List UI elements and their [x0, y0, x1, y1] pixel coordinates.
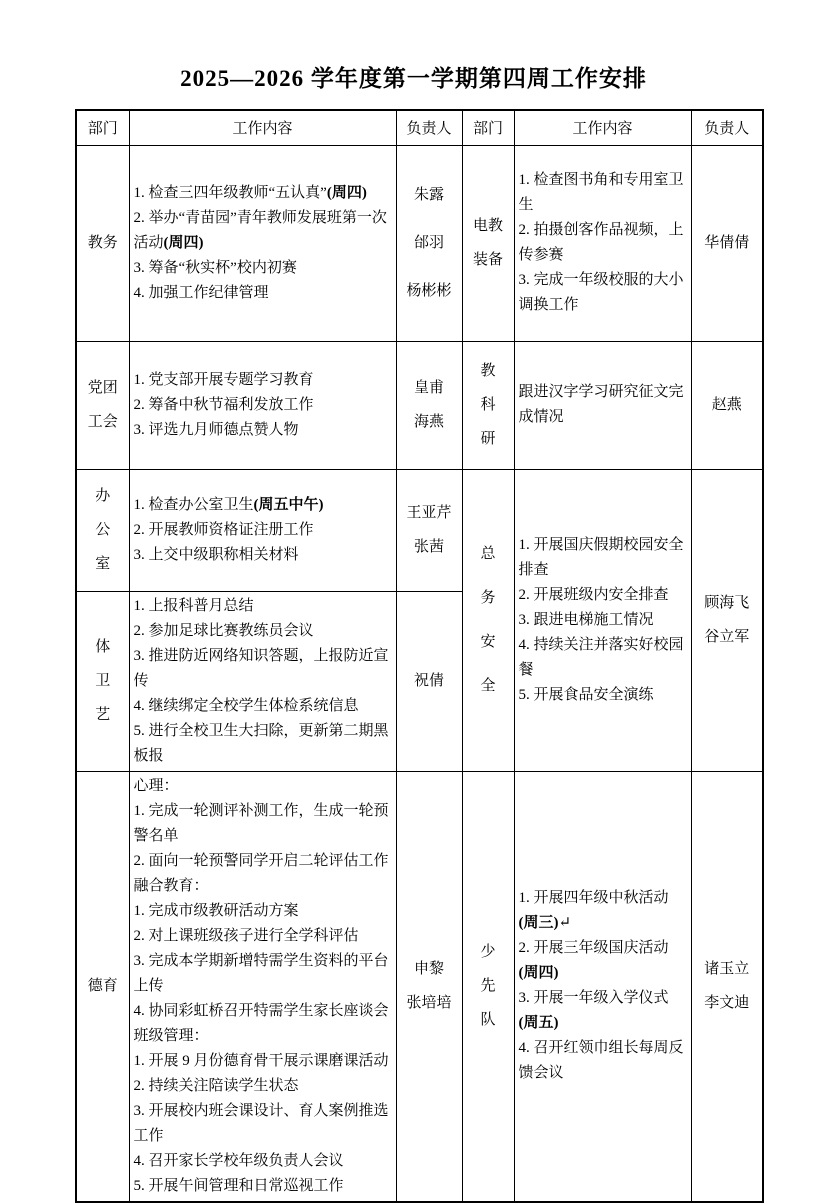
table-header-row	[76, 110, 763, 145]
work-item: 1. 开展国庆假期校园安全排查	[518, 536, 684, 578]
table-row	[76, 145, 763, 341]
document-title: 2025—2026 学年度第一学期第四周工作安排	[180, 66, 647, 91]
work-item: 1. 党支部开展专题学习教育	[133, 371, 314, 388]
work-item: 3. 筹备“秋实杯”校内初赛	[133, 259, 297, 276]
text-line: 海燕	[413, 414, 444, 430]
work-item: 心理：	[133, 777, 179, 794]
work-item: 融合教育：	[133, 877, 209, 894]
text-line: 王亚芹	[406, 505, 452, 521]
work-item: 班级管理：	[133, 1027, 209, 1044]
owner-cell-tiweiyi	[396, 591, 462, 771]
text-line: 艺	[95, 707, 111, 723]
text-line: 少	[480, 944, 496, 960]
work-item: 4. 加强工作纪律管理	[133, 284, 269, 301]
work-item: 2. 开展班级内安全排查	[518, 586, 669, 603]
text-line: 教	[480, 363, 496, 379]
work-item: 1. 开展 9 月份德育骨干展示课磨课活动	[133, 1052, 389, 1069]
work-item: 3. 跟进电梯施工情况	[518, 611, 654, 628]
content-cell-dianjiao	[514, 145, 691, 341]
text-line: 皇甫	[413, 380, 444, 396]
table-row	[76, 469, 763, 591]
text-line: 总	[480, 546, 496, 562]
work-item: 3. 评选九月师德点赞人物	[133, 421, 299, 438]
text-line: 顾海飞	[704, 595, 750, 611]
text-line: 工会	[87, 414, 118, 430]
work-item: 4. 召开家长学校年级负责人会议	[133, 1152, 344, 1169]
work-item: 3. 上交中级职称相关材料	[133, 546, 299, 563]
owner-cell-shaoxiandui	[691, 771, 763, 1202]
work-item: 3. 推进防近网络知识答题，上报防近宣传	[133, 647, 389, 689]
text-line: 申黎	[413, 961, 444, 977]
dept-cell-jiaokeyan	[462, 341, 514, 469]
text-line: 诸玉立	[704, 961, 750, 977]
header-owner-left: 负责人	[396, 110, 462, 145]
work-item: 3. 开展一年级入学仪式(周五)	[518, 990, 669, 1031]
content-cell-jiaowu	[129, 145, 396, 341]
text-line: 张茜	[413, 539, 444, 555]
text-line: 务	[480, 590, 496, 606]
text-line: 队	[480, 1012, 496, 1028]
dept-cell-deyu	[76, 771, 129, 1202]
work-item: 1. 开展四年级中秋活动(周三)↵	[518, 890, 669, 931]
dept-cell-zongwu	[462, 469, 514, 771]
dept-cell-jiaowu	[76, 145, 129, 341]
text-line: 谷立军	[704, 629, 750, 645]
header-dept-left: 部门	[76, 110, 129, 145]
text-line: 李文迪	[704, 995, 750, 1011]
text-line: 赵燕	[711, 397, 742, 413]
header-content-right: 工作内容	[514, 110, 691, 145]
work-item: 1. 上报科普月总结	[133, 597, 254, 614]
work-item: 1. 检查图书角和专用室卫生	[518, 172, 684, 213]
text-line: 德育	[87, 978, 118, 994]
text-line: 杨彬彬	[406, 283, 452, 299]
work-item: 2. 对上课班级孩子进行全学科评估	[133, 927, 359, 944]
text-line: 卫	[95, 673, 111, 689]
work-item: 5. 开展食品安全演练	[518, 686, 654, 703]
content-cell-shaoxiandui	[514, 771, 691, 1202]
table-row	[76, 771, 763, 1202]
text-line: 党团	[87, 380, 118, 396]
work-item: 2. 持续关注陪读学生状态	[133, 1077, 299, 1094]
work-item: 1. 检查办公室卫生(周五中午)	[133, 496, 324, 513]
text-line: 体	[95, 639, 111, 655]
owner-cell-dangtuan	[396, 341, 462, 469]
text-line: 科	[480, 397, 496, 413]
work-schedule-table	[75, 109, 764, 1203]
text-line: 张培培	[406, 995, 452, 1011]
text-line: 先	[480, 978, 496, 994]
work-item: 5. 开展午间管理和日常巡视工作	[133, 1177, 344, 1194]
content-cell-tiweiyi	[129, 591, 396, 771]
header-content-left: 工作内容	[129, 110, 396, 145]
work-item: 2. 参加足球比赛教练员会议	[133, 622, 314, 639]
text-line: 公	[95, 522, 111, 538]
text-line: 办	[95, 488, 111, 504]
work-item: 3. 完成本学期新增特需学生资料的平台上传	[133, 952, 389, 994]
work-item: 4. 持续关注并落实好校园餐	[518, 636, 684, 678]
text-line: 邰羽	[413, 235, 444, 251]
owner-cell-zongwu	[691, 469, 763, 771]
header-owner-right: 负责人	[691, 110, 763, 145]
content-cell-bangongshi	[129, 469, 396, 591]
work-item: 1. 完成一轮测评补测工作，生成一轮预警名单	[133, 802, 389, 844]
text-line: 祝倩	[413, 673, 444, 689]
dept-cell-dianjiao	[462, 145, 514, 341]
work-item: 4. 协同彩虹桥召开特需学生家长座谈会	[133, 1002, 389, 1019]
work-item: 3. 完成一年级校服的大小调换工作	[518, 272, 684, 313]
header-dept-right: 部门	[462, 110, 514, 145]
owner-cell-bangongshi	[396, 469, 462, 591]
text-line: 电教	[472, 218, 503, 234]
work-item: 2. 面向一轮预警同学开启二轮评估工作	[133, 852, 389, 869]
work-item: 5. 进行全校卫生大扫除，更新第二期黑板报	[133, 722, 389, 764]
work-item: 2. 拍摄创客作品视频，上传参赛	[518, 222, 684, 263]
work-item: 4. 召开红领巾组长每周反馈会议	[518, 1040, 684, 1081]
owner-cell-deyu	[396, 771, 462, 1202]
content-cell-dangtuan	[129, 341, 396, 469]
text-line: 华倩倩	[704, 235, 750, 251]
text-line: 室	[95, 556, 111, 572]
work-item: 3. 开展校内班会课设计、育人案例推选工作	[133, 1102, 389, 1144]
work-item: 4. 继续绑定全校学生体检系统信息	[133, 697, 359, 714]
text-line: 研	[480, 431, 496, 447]
dept-cell-bangongshi	[76, 469, 129, 591]
work-item: 2. 开展三年级国庆活动(周四)	[518, 940, 669, 981]
text-line: 全	[480, 678, 496, 694]
work-item: 1. 完成市级教研活动方案	[133, 902, 299, 919]
content-cell-jiaokeyan	[514, 341, 691, 469]
work-item: 2. 开展教师资格证注册工作	[133, 521, 314, 538]
work-item: 2. 筹备中秋节福利发放工作	[133, 396, 314, 413]
work-item: 2. 举办“青苗园”青年教师发展班第一次活动(周四)	[133, 209, 387, 251]
content-cell-zongwu	[514, 469, 691, 771]
owner-cell-dianjiao	[691, 145, 763, 341]
content-cell-deyu	[129, 771, 396, 1202]
owner-cell-jiaokeyan	[691, 341, 763, 469]
text-line: 装备	[472, 252, 503, 268]
work-item: 跟进汉字学习研究征文完成情况	[518, 384, 684, 425]
work-item: 1. 检查三四年级教师“五认真”(周四)	[133, 184, 367, 201]
dept-cell-shaoxiandui	[462, 771, 514, 1202]
text-line: 朱露	[413, 187, 444, 203]
dept-cell-tiweiyi	[76, 591, 129, 771]
dept-cell-dangtuan	[76, 341, 129, 469]
text-line: 安	[480, 634, 496, 650]
owner-cell-jiaowu	[396, 145, 462, 341]
table-row	[76, 341, 763, 469]
text-line: 教务	[87, 235, 118, 251]
